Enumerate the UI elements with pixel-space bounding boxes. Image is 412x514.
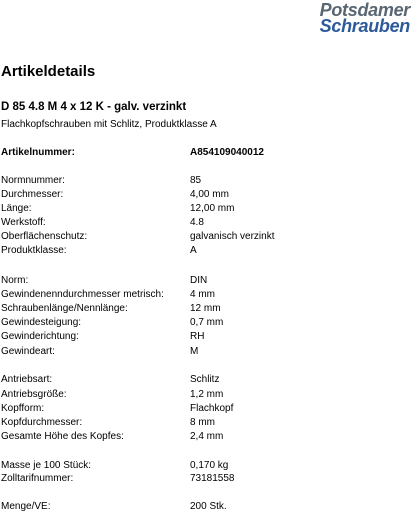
spec-label: Gewindesteigung: [1,317,82,328]
spec-label: Zolltarifnummer: [1,473,74,484]
spec-label: Durchmesser: [1,189,64,200]
article-number-row [1,146,401,160]
spec-row-schraubenlaenge [1,302,401,316]
spec-label: Kopfform: [1,403,45,414]
spec-value: galvanisch verzinkt [190,231,275,242]
spec-value: 2,4 mm [190,431,224,442]
spec-value: RH [190,331,205,342]
spec-row-kopfhoehe [1,430,401,444]
spec-row-norm [1,274,401,288]
spec-label: Länge: [1,203,32,214]
spec-value: DIN [190,275,208,286]
page-title: Artikeldetails [1,63,96,80]
spec-label: Oberflächenschutz: [1,231,88,242]
spec-value: 73181558 [190,473,235,484]
spec-row-werkstoff [1,216,401,230]
spec-label: Normnummer: [1,175,65,186]
spec-row-kopfdurchmesser [1,416,401,430]
spec-value: 4 mm [190,289,215,300]
spec-row-menge-ve [1,500,401,514]
spec-value: 12,00 mm [190,203,235,214]
spec-row-durchmesser [1,188,401,202]
spec-row-masse [1,459,401,473]
article-number-label: Artikelnummer: [1,147,75,158]
logo-text-line2: Schrauben [319,16,410,36]
product-title: D 85 4.8 M 4 x 12 K - galv. verzinkt [1,101,187,113]
spec-row-normnummer [1,174,401,188]
spec-label: Gewindeart: [1,346,55,357]
spec-row-antriebsgroesse [1,388,401,402]
spec-value: 12 mm [190,303,221,314]
product-subtitle: Flachkopfschrauben mit Schlitz, Produktklasse A [1,119,217,130]
spec-row-produktklasse [1,244,401,258]
spec-label: Gewindenenndurchmesser metrisch: [1,289,164,300]
spec-value: 8 mm [190,417,215,428]
spec-row-kopfform [1,402,401,416]
spec-label: Gewinderichtung: [1,331,79,342]
spec-label: Schraubenlänge/Nennlänge: [1,303,128,314]
spec-label: Norm: [1,275,29,286]
spec-row-zolltarifnummer [1,472,401,486]
spec-label: Masse je 100 Stück: [1,460,92,471]
spec-row-gewindesteigung [1,316,401,330]
spec-value: 1,2 mm [190,389,224,400]
spec-value: 200 Stk. [190,501,227,512]
spec-value: 85 [190,175,202,186]
spec-label: Gesamte Höhe des Kopfes: [1,431,124,442]
article-number-value: A854109040012 [190,147,264,158]
spec-value: 0,7 mm [190,317,224,328]
spec-label: Kopfdurchmesser: [1,417,83,428]
logo-text-line1: Potsdamer [319,0,410,20]
spec-value: 4.8 [190,217,204,228]
spec-value: M [190,346,199,357]
spec-label: Menge/VE: [1,501,51,512]
spec-label: Antriebsart: [1,374,53,385]
company-logo [270,0,410,34]
spec-label: Antriebsgröße: [1,389,67,400]
spec-value: 0,170 kg [190,460,229,471]
spec-label: Werkstoff: [1,217,46,228]
spec-row-laenge [1,202,401,216]
spec-value: A [190,245,197,256]
spec-row-gewindeart [1,345,401,359]
spec-row-antriebsart [1,373,401,387]
spec-value: 4,00 mm [190,189,229,200]
spec-value: Schlitz [190,374,220,385]
spec-row-oberflaechenschutz [1,230,401,244]
spec-label: Produktklasse: [1,245,67,256]
spec-value: Flachkopf [190,403,234,414]
spec-row-gewinderichtung [1,330,401,344]
spec-row-gewindenenndurchmesser [1,288,401,302]
